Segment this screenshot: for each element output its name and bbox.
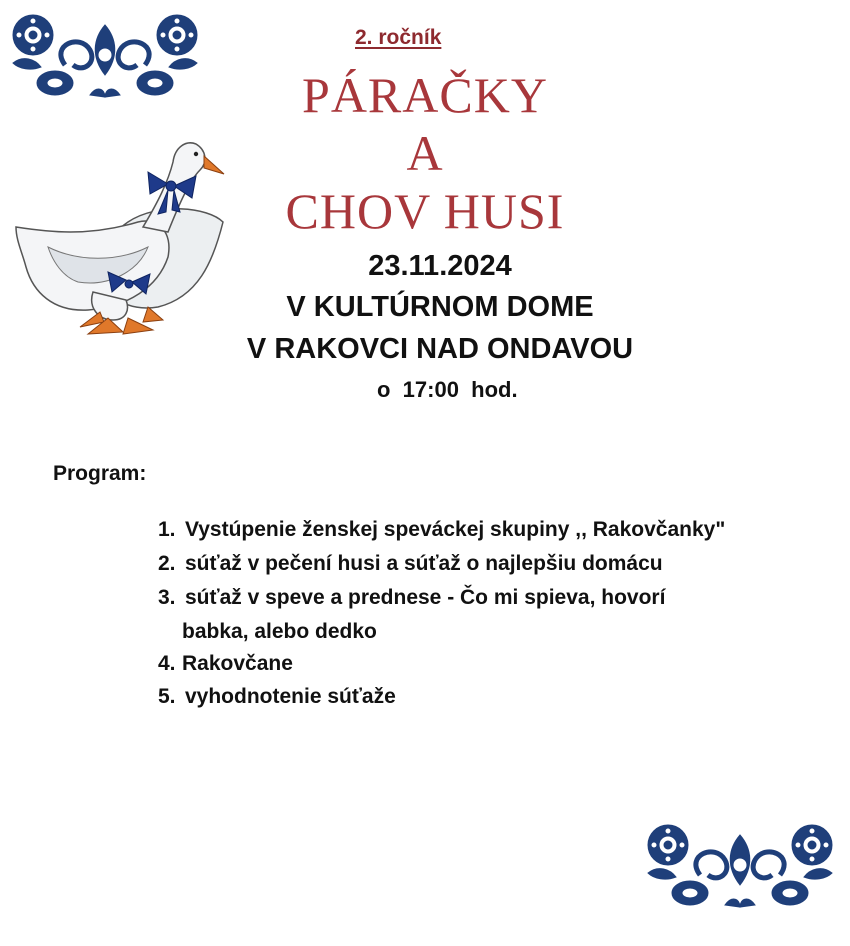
program-item — [158, 552, 663, 576]
event-location-line-1: V KULTÚRNOM DOME — [286, 291, 594, 323]
program-item-text: súťaž v speve a prednese - Čo mi spieva, hovorí — [185, 586, 666, 609]
program-item-number: 1. — [158, 518, 176, 541]
folk-ornament-bottom-right — [640, 815, 840, 915]
title-line-3: CHOV HUSI — [285, 183, 565, 239]
edition-label: 2. ročník — [355, 26, 442, 49]
event-time: o 17:00 hod. — [377, 377, 518, 402]
program-item-number: 5. — [158, 685, 176, 708]
title-line-2: A — [406, 125, 444, 181]
program-item-number: 3. — [158, 586, 176, 609]
program-item — [158, 685, 396, 709]
program-item-continuation: babka, alebo dedko — [182, 620, 377, 643]
program-item-number: 4. — [158, 652, 176, 675]
program-item-text: súťaž v pečení husi a súťaž o najlepšiu domácu — [185, 552, 663, 575]
event-title — [240, 66, 610, 240]
event-location-line-2: V RAKOVCI NAD ONDAVOU — [246, 333, 634, 365]
program-item-text: vyhodnotenie súťaže — [185, 685, 396, 708]
program-item — [158, 586, 665, 610]
program-item — [158, 652, 293, 676]
event-date: 23.11.2024 — [368, 250, 512, 282]
folk-ornament-top-left — [5, 5, 205, 105]
program-item — [158, 518, 725, 542]
program-item-text: Vystúpenie ženskej speváckej skupiny ,, Rakovčanky" — [185, 518, 726, 541]
program-label: Program: — [53, 462, 147, 485]
title-line-1: PÁRAČKY — [302, 67, 548, 123]
program-item-number: 2. — [158, 552, 176, 575]
program-item-text: Rakovčane — [182, 652, 293, 675]
